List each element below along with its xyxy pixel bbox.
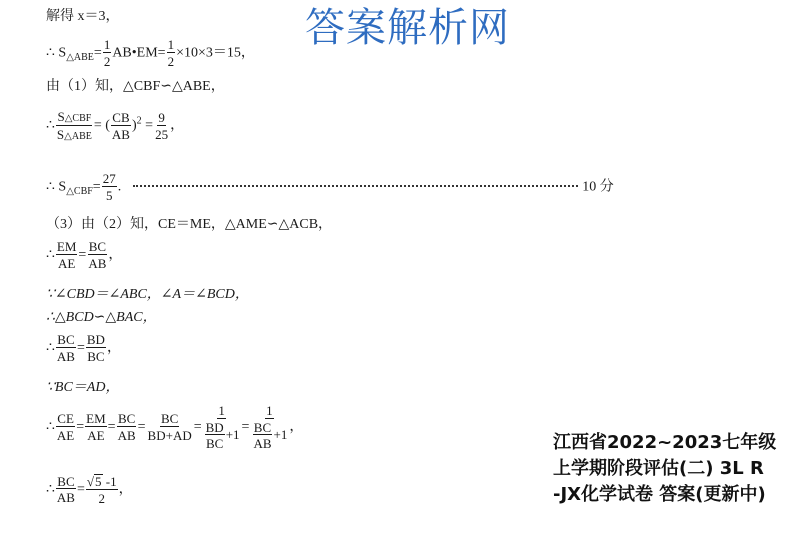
solution-line-4: ∴ $\frac{\text{S△CBF}}{\text{S△ABE}}$ = ( $\frac{CB}{AB}$ )$^2$ = $\frac{9}{25}$ ，	[46, 109, 185, 142]
solution-line-6: （3）由（2）知，CE＝ME，△AME∽△ACB，	[46, 217, 333, 232]
score-leader-dots	[133, 185, 578, 187]
solution-line-12: ∴ $\frac{CE}{AE}$ = $\frac{EM}{AE}$ = $\frac{BC}{AB}$ = $\frac{BC}{BD+AD}$ = 1 $\frac{BD}{BC}$ +1 = 1 $\frac{BC}{AB}$ +1 ，	[46, 403, 304, 452]
solution-line-5: ∴ $S_{\triangle CBF}=$ $\frac{27}{5}$ . 10 分	[46, 171, 614, 203]
solution-line-7: ∴ $\frac{EM}{AE}$ = $\frac{BC}{AB}$ ，	[46, 239, 123, 271]
solution-line-11: ∵BC＝AD，	[46, 380, 120, 395]
solution-line-8: ∵∠CBD＝∠ABC，∠A＝∠BCD，	[46, 287, 249, 302]
solution-line-2: ∴ $S_{\triangle ABE}=$ $\frac{1}{2}$ AB•EM= $\frac{1}{2}$ ×10×3＝15，	[46, 37, 255, 69]
caption-line-2: 上学期阶段评估(二) 3L R	[553, 458, 764, 480]
solution-line-10: ∴ $\frac{BC}{AB}$ = $\frac{BD}{BC}$ ，	[46, 332, 121, 364]
watermark-logo: 答案解析网	[305, 5, 510, 51]
document-caption	[553, 430, 803, 508]
caption-line-1: 江西省2022~2023七年级	[553, 432, 777, 453]
solution-line-9: ∴△BCD∽△BAC，	[46, 310, 157, 325]
solution-line-13: ∴ $\frac{BC}{AB}$ = $\frac{√5 -1}{2}$ ，	[46, 473, 133, 506]
caption-line-3: -JX化学试卷 答案(更新中)	[553, 484, 766, 506]
solution-line-1: 解得 x＝3，	[46, 9, 120, 24]
score-label: 10 分	[582, 179, 614, 195]
solution-line-3: 由（1）知，△CBF∽△ABE，	[46, 79, 225, 94]
